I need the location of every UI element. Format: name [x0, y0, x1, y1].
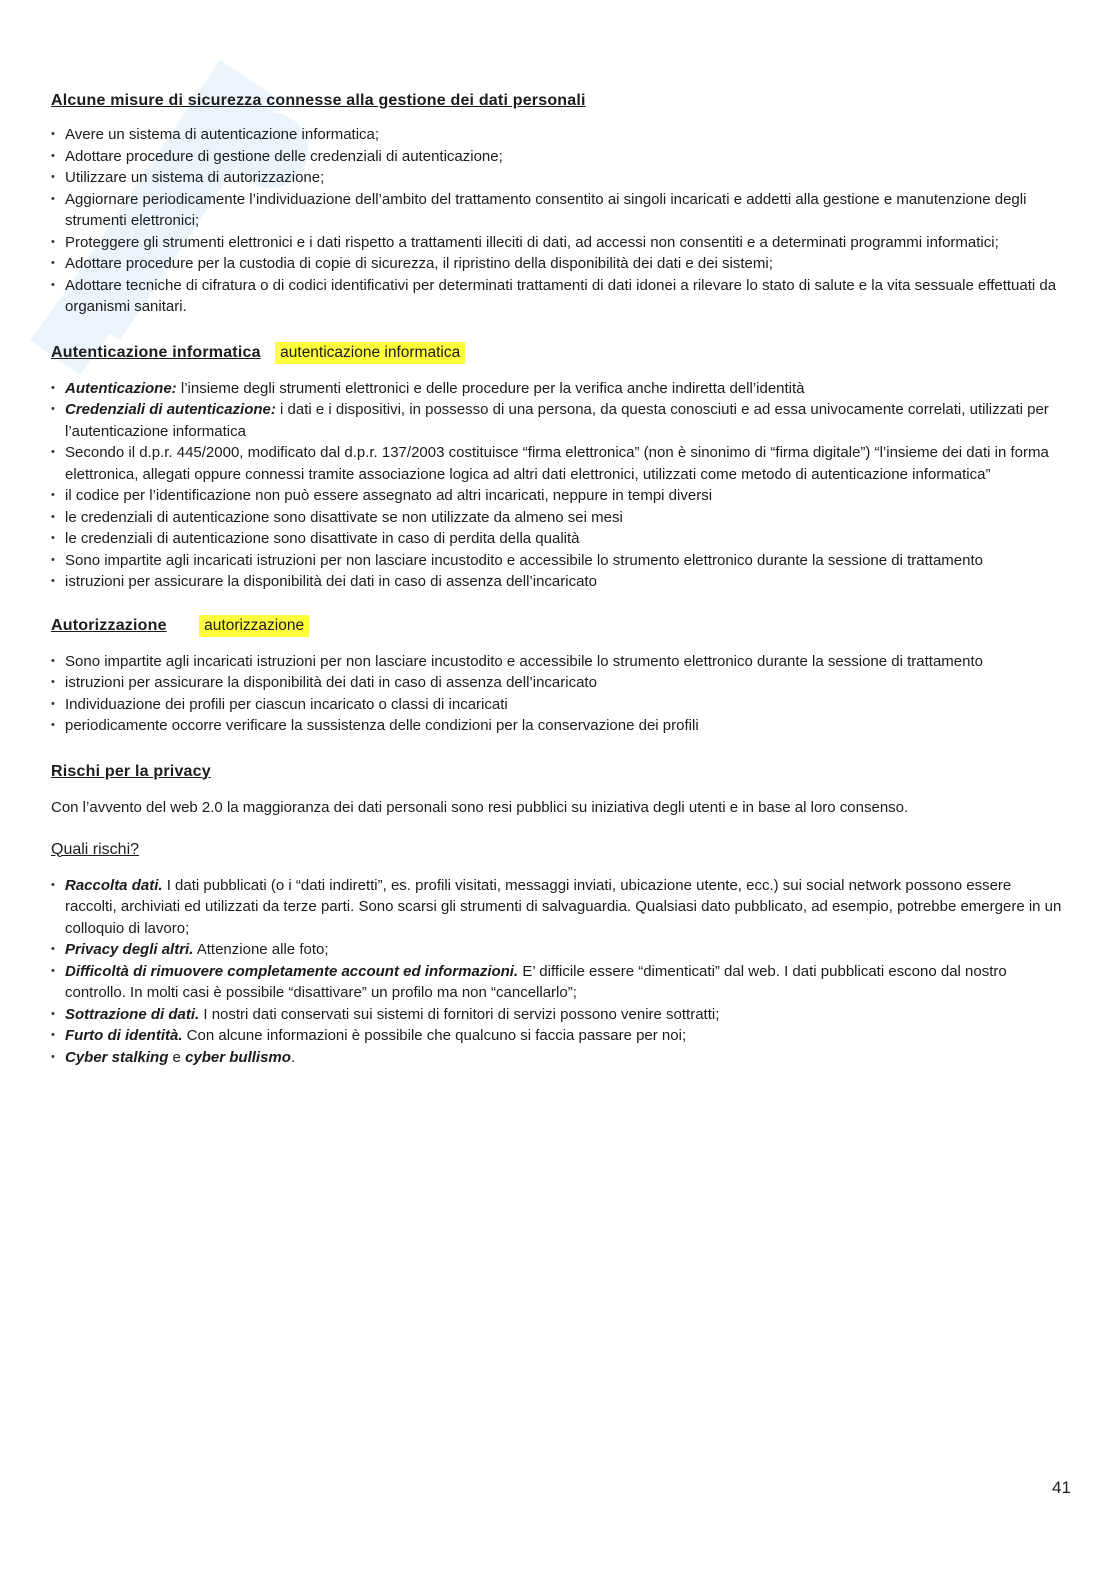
item-text: i dati e i dispositivi, in possesso di una persona, da questa conosciuti e ad essa univocamente correlati, utilizzati per l’autenticazione informatica — [65, 401, 1049, 440]
section-autorizzazione — [51, 615, 1067, 637]
list-item: • Proteggere gli strumenti elettronici e i dati rispetto a trattamenti illeciti di dati, ad accessi non consentiti e a determinati programmi informatici; — [51, 232, 1067, 254]
list-item: • Utilizzare un sistema di autorizzazione; — [51, 167, 1067, 189]
list-item — [51, 571, 1067, 593]
list-item — [51, 507, 1067, 529]
list-item — [51, 442, 1067, 485]
term: Furto di identità. — [65, 1027, 183, 1044]
list-misure — [51, 124, 1067, 318]
item-text: Con alcune informazioni è possibile che qualcuno si faccia passare per noi; — [182, 1027, 687, 1044]
term: Autenticazione: — [65, 379, 177, 397]
term: Sottrazione di dati. — [65, 1005, 200, 1023]
list-item: • Adottare tecniche di cifratura o di codici identificativi per determinati trattamenti di dati idonei a rilevare lo stato di salute e la vita sessuale effettuati da organismi sanitari. — [51, 275, 1067, 318]
section-quali — [51, 841, 1067, 859]
list-item: • Adottare procedure per la custodia di copie di sicurezza, il ripristino della disponibilità dei dati e dei sistemi; — [51, 253, 1067, 275]
list-item — [51, 378, 1067, 400]
page-number: 41 — [1052, 1478, 1071, 1497]
list-item: • Avere un sistema di autenticazione informatica; — [51, 124, 1067, 146]
item-text: Attenzione alle foto; — [193, 941, 329, 958]
list-item — [51, 939, 1067, 961]
list-item: • istruzioni per assicurare la disponibilità dei dati in caso di assenza dell’incaricato — [51, 672, 1067, 694]
term: Credenziali di autenticazione: — [65, 401, 276, 418]
list-item — [51, 1004, 1067, 1026]
item-text: il codice per l’identificazione non può essere assegnato ad altri incaricati, neppure in tempi diversi — [65, 487, 713, 504]
list-quali — [51, 875, 1067, 1069]
term: Raccolta dati. — [65, 876, 163, 894]
item-text: istruzioni per assicurare la disponibilità dei dati in caso di assenza dell’incaricato — [65, 573, 597, 590]
section-title-autenticazione: Autenticazione informatica — [51, 343, 261, 361]
item-text: Secondo il d.p.r. 445/2000, modificato dal d.p.r. 137/2003 costituisce “firma elettronica” (non è sinonimo di “firma digitale”) “l’insieme dei dati in forma elettronica, allegati oppure connessi tramite associazione logica ad altri dati elettronici, utilizzati come metodo di autenticazione informatica” — [65, 444, 1049, 483]
list-item — [51, 875, 1067, 940]
section-misure — [51, 92, 1067, 110]
item-text: . — [290, 1048, 296, 1066]
list-item: • Individuazione dei profili per ciascun incaricato o classi di incaricati — [51, 694, 1067, 716]
section-title-misure: Alcune misure di sicurezza connesse alla gestione dei dati personali — [51, 92, 586, 109]
term: Privacy degli altri. — [65, 941, 194, 958]
list-item — [51, 528, 1067, 550]
item-text: I dati pubblicati (o i “dati indiretti”, es. profili visitati, messaggi inviati, ubicazione utente, ecc.) sui social network possono essere raccolti, archiviati ed utilizzati da terze parti. Sono scarsi gli strumenti di salvaguardia. Qualsiasi dato pubblicato, ad esempio, potrebbe emergere in un colloquio di lavoro; — [65, 876, 1062, 937]
list-item — [51, 399, 1067, 442]
list-item — [51, 961, 1067, 1004]
list-autorizzazione — [51, 651, 1067, 737]
item-text: le credenziali di autenticazione sono disattivate in caso di perdita della qualità — [65, 530, 580, 547]
item-text: l’insieme degli strumenti elettronici e delle procedure per la verifica anche indiretta dell’identità — [176, 379, 805, 397]
term: cyber bullismo — [185, 1048, 291, 1066]
section-rischi — [51, 763, 1067, 781]
list-item: • Adottare procedure di gestione delle credenziali di autenticazione; — [51, 146, 1067, 168]
list-item: • periodicamente occorre verificare la sussistenza delle condizioni per la conservazione dei profili — [51, 715, 1067, 737]
list-item — [51, 1025, 1067, 1047]
term: Cyber stalking — [65, 1048, 169, 1066]
highlight-label: autenticazione informatica — [275, 342, 465, 364]
document-page — [51, 92, 1067, 1068]
highlight-label: autorizzazione — [199, 615, 309, 637]
item-text: Sono impartite agli incaricati istruzioni per non lasciare incustodito e accessibile lo strumento elettronico durante la sessione di trattamento — [65, 551, 983, 569]
section-title-autorizzazione: Autorizzazione — [51, 616, 167, 634]
section-autenticazione — [51, 342, 1067, 364]
list-item — [51, 1047, 1067, 1069]
item-text: I nostri dati conservati sui sistemi di fornitori di servizi possono venire sottratti; — [199, 1005, 720, 1023]
item-text: e — [168, 1048, 186, 1066]
item-text: le credenziali di autenticazione sono disattivate se non utilizzate da almeno sei mesi — [65, 508, 623, 526]
section-title-quali: Quali rischi? — [51, 840, 140, 858]
item-text: E’ difficile essere “dimenticati” dal web. I dati pubblicati escono dal nostro controllo. In molti casi è possibile “disattivare” un profilo ma non “cancellarlo”; — [65, 962, 1007, 1001]
paragraph-rischi: Con l’avvento del web 2.0 la maggioranza dei dati personali sono resi pubblici su iniziativa degli utenti e in base al loro consenso. — [51, 798, 909, 816]
term: Difficoltà di rimuovere completamente account ed informazioni. — [65, 962, 519, 980]
list-item: • Sono impartite agli incaricati istruzioni per non lasciare incustodito e accessibile lo strumento elettronico durante la sessione di trattamento — [51, 651, 1067, 673]
section-title-rischi: Rischi per la privacy — [51, 762, 211, 780]
list-item — [51, 485, 1067, 507]
list-item: • Aggiornare periodicamente l’individuazione dell’ambito del trattamento consentito ai singoli incaricati e addetti alla gestione e manutenzione degli strumenti elettronici; — [51, 189, 1067, 232]
list-item — [51, 550, 1067, 572]
list-autenticazione — [51, 378, 1067, 593]
